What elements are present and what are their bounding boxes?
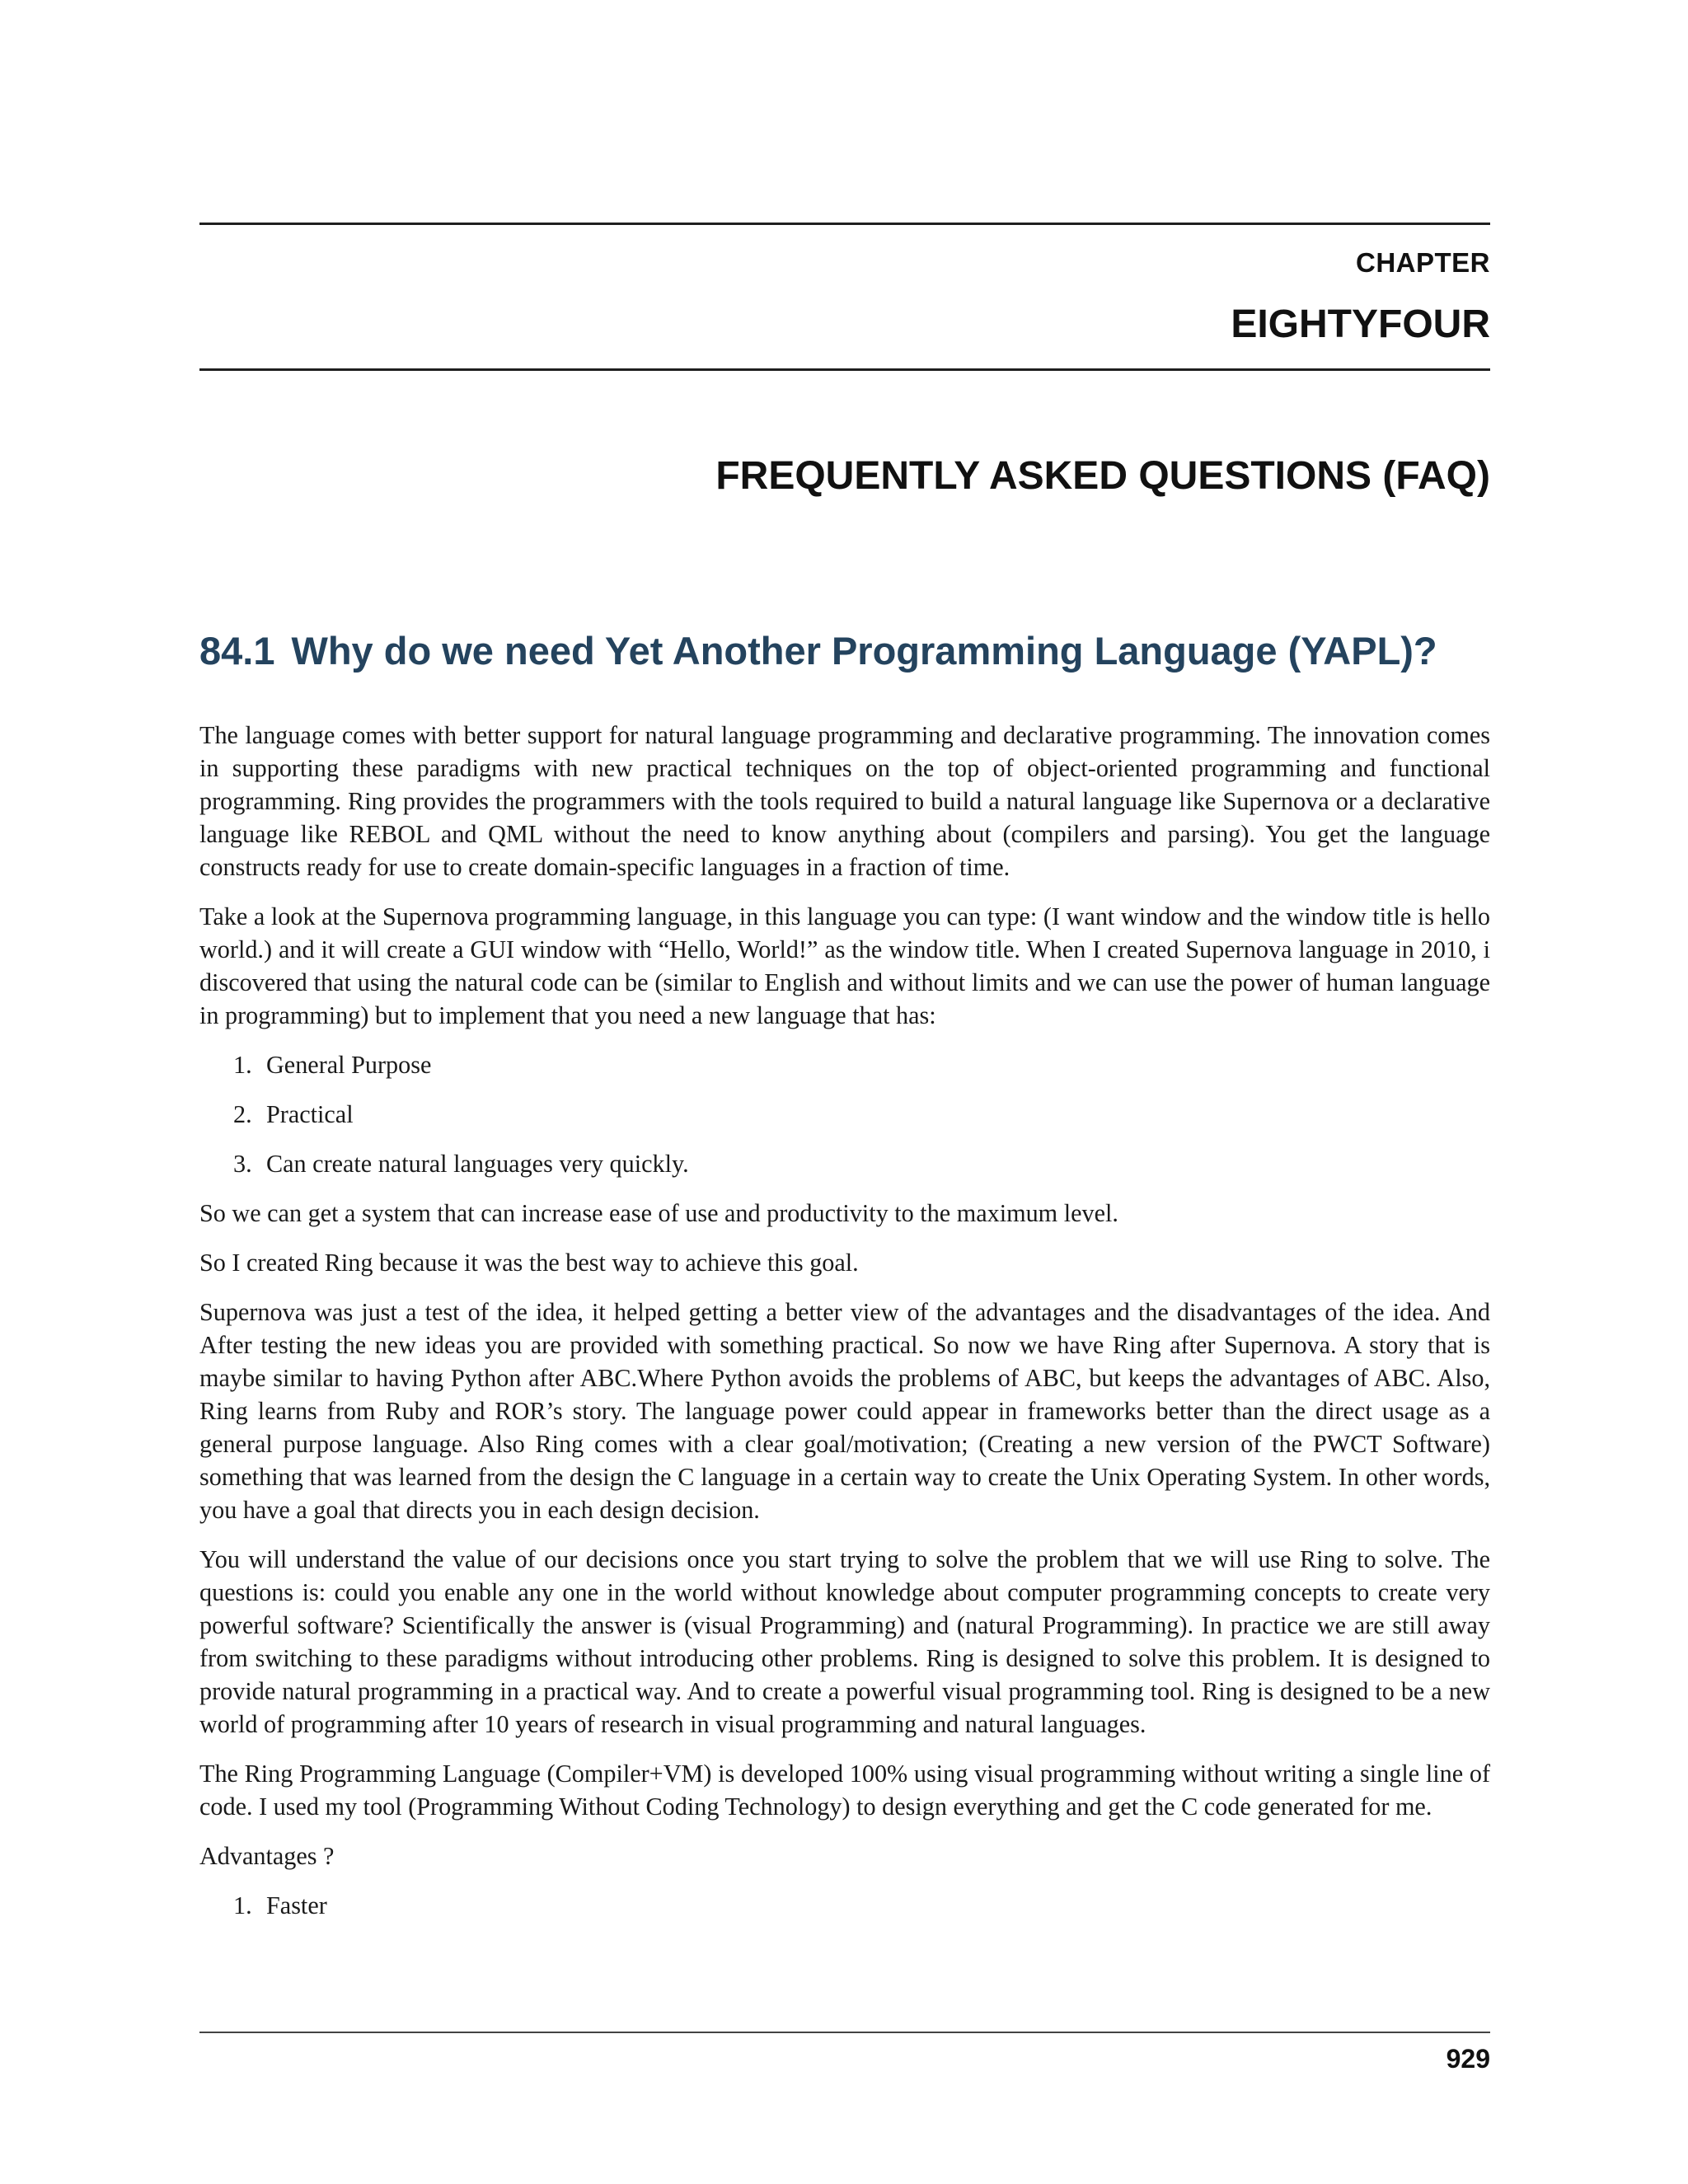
list-item-text: Faster bbox=[266, 1891, 327, 1919]
list-marker: 1. bbox=[233, 1891, 252, 1919]
list-item-text: Practical bbox=[266, 1100, 354, 1128]
chapter-label: CHAPTER bbox=[1355, 247, 1490, 278]
paragraph: The Ring Programming Language (Compiler+VM) is developed 100% using visual programming without writing a single line of code. I used my tool (Programming Without Coding Technology) to design everything and get the C code generated for me. bbox=[199, 1760, 1490, 1821]
list-item bbox=[199, 1048, 1490, 1081]
page-number: 929 bbox=[1446, 2044, 1490, 2074]
list-item-text: General Purpose bbox=[266, 1051, 432, 1079]
needs-list bbox=[199, 1048, 1490, 1180]
list-item bbox=[199, 1889, 1490, 1922]
paragraph: Take a look at the Supernova programming language, in this language you can type: (I want window and the window title is hello world.) and it will create a GUI window with “Hello, World!” as the window title. When I created Supernova language in 2010, i discovered that using the natural code can be (similar to English and without limits and we can use the power of human language in programming) but to implement that you need a new language that has: bbox=[199, 902, 1490, 1029]
body-text bbox=[199, 719, 1490, 1938]
section-number: 84.1 bbox=[199, 629, 275, 673]
section-heading bbox=[199, 628, 1490, 673]
advantages-list bbox=[199, 1889, 1490, 1922]
paragraph: You will understand the value of our decisions once you start trying to solve the problem that we will use Ring to solve. The questions is: could you enable any one in the world without knowledge about computer programming concepts to create very powerful software? Scientifically the answer is (visual Programming) and (natural Programming). In practice we are still away from switching to these paradigms without introducing other problems. Ring is designed to solve this problem. It is designed to provide natural programming in a practical way. And to create a powerful visual programming tool. Ring is designed to be a new world of programming after 10 years of research in visual programming and natural languages. bbox=[199, 1545, 1490, 1738]
list-marker: 3. bbox=[233, 1150, 252, 1178]
chapter-rule bbox=[199, 368, 1490, 371]
paragraph: The language comes with better support for natural language programming and declarative programming. The innovation comes in supporting these paradigms with new practical techniques on the top of object-oriented programming and functional programming. Ring provides the programmers with the tools required to build a natural language like Supernova or a declarative language like REBOL and QML without the need to know anything about (compilers and parsing). You get the language constructs ready for use to create domain-specific languages in a fraction of time. bbox=[199, 721, 1490, 881]
paragraph: So I created Ring because it was the best way to achieve this goal. bbox=[199, 1249, 859, 1277]
chapter-number: EIGHTYFOUR bbox=[1231, 302, 1490, 346]
paragraph: So we can get a system that can increase ease of use and productivity to the maximum level. bbox=[199, 1199, 1118, 1227]
paragraph: Advantages ? bbox=[199, 1842, 335, 1870]
footer-rule bbox=[199, 2032, 1490, 2033]
list-item bbox=[199, 1147, 1490, 1180]
paragraph: Supernova was just a test of the idea, it helped getting a better view of the advantages and the disadvantages of the idea. And After testing the new ideas you are provided with something practical. So now we have Ring after Supernova. A story that is maybe similar to having Python after ABC.Where Python avoids the problems of ABC, but keeps the advantages of ABC. Also, Ring learns from Ruby and ROR’s story. The language power could appear in frameworks better than the direct usage as a general purpose language. Also Ring comes with a clear goal/motivation; (Creating a new version of the PWCT Software) something that was learned from the design the C language in a certain way to create the Unix Operating System. In other words, you have a goal that directs you in each design decision. bbox=[199, 1298, 1490, 1524]
list-marker: 2. bbox=[233, 1100, 252, 1128]
chapter-title: FREQUENTLY ASKED QUESTIONS (FAQ) bbox=[715, 454, 1490, 498]
section-title: Why do we need Yet Another Programming Language (YAPL)? bbox=[291, 629, 1437, 673]
list-marker: 1. bbox=[233, 1051, 252, 1079]
list-item-text: Can create natural languages very quickly. bbox=[266, 1150, 689, 1178]
list-item bbox=[199, 1098, 1490, 1131]
top-rule bbox=[199, 223, 1490, 225]
